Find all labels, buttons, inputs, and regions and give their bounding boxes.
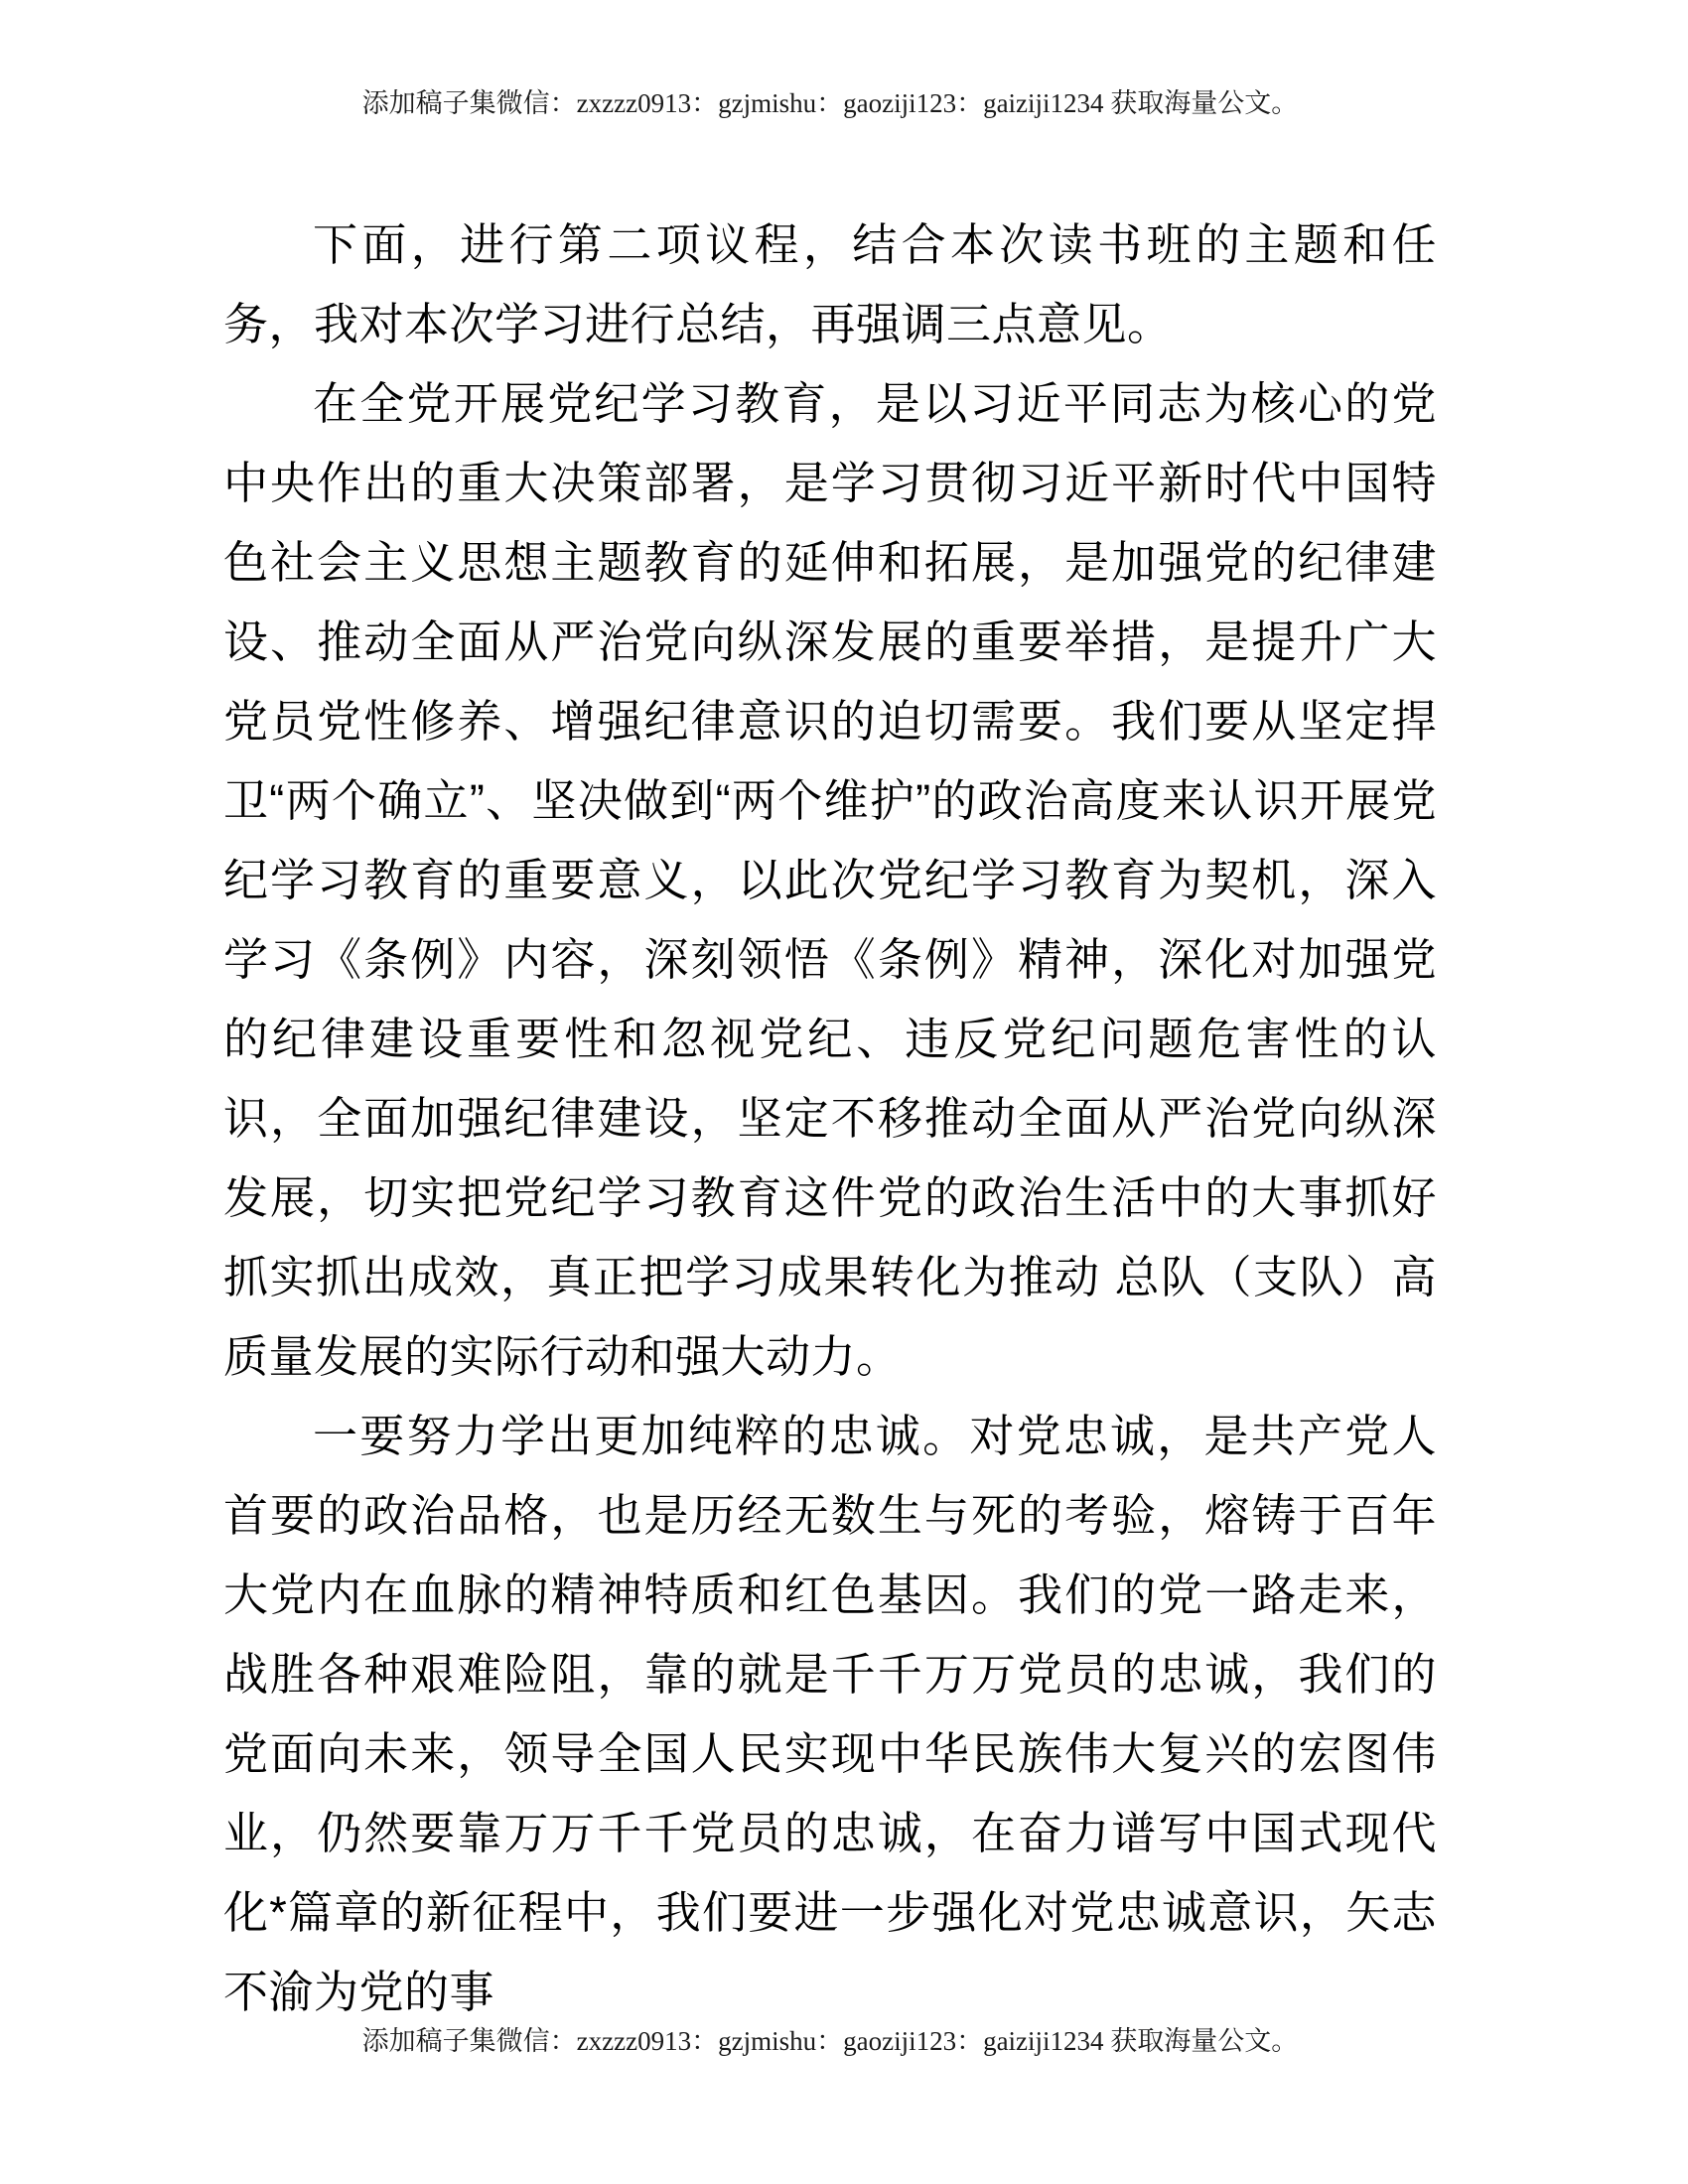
- paragraph-significance: 在全党开展党纪学习教育，是以习近平同志为核心的党中央作出的重大决策部署，是学习贯彻习近平新时代中国特色社会主义思想主题教育的延伸和拓展，是加强党的纪律建设、推动全面从严治党向纵深发展的重要举措，是提升广大党员党性修养、增强纪律意识的迫切需要。我们要从坚定捍卫“两个确立”、坚决做到“两个维护”的政治高度来认识开展党纪学习教育的重要意义，以此次党纪学习教育为契机，深入学习《条例》内容，深刻领悟《条例》精神，深化对加强党的纪律建设重要性和忽视党纪、违反党纪问题危害性的认识，全面加强纪律建设，坚定不移推动全面从严治党向纵深发展，切实把党纪学习教育这件党的政治生活中的大事抓好抓实抓出成效，真正把学习成果转化为推动 总队（支队）高质量发展的实际行动和强大动力。: [223, 378, 1437, 1382]
- paragraph-loyalty: 一要努力学出更加纯粹的忠诚。对党忠诚，是共产党人首要的政治品格，也是历经无数生与死的考验，熔铸于百年大党内在血脉的精神特质和红色基因。我们的党一路走来，战胜各种艰难险阻，靠的就是千千万万党员的忠诚，我们的党面向未来，领导全国人民实现中华民族伟大复兴的宏图伟业，仍然要靠万万千千党员的忠诚，在奋力谱写中国式现代化*篇章的新征程中，我们要进一步强化对党忠诚意识，矢志不渝为党的事: [223, 1411, 1437, 2017]
- document-body: [223, 205, 1437, 2032]
- header-watermark-note: 添加稿子集微信：zxzzz0913：gzjmishu：gaoziji123：gaiziji1234 获取海量公文。: [361, 88, 1299, 118]
- paragraph-intro: 下面，进行第二项议程，结合本次读书班的主题和任务，我对本次学习进行总结，再强调三点意见。: [223, 219, 1437, 349]
- footer-watermark-note: 添加稿子集微信：zxzzz0913：gzjmishu：gaoziji123：gaiziji1234 获取海量公文。: [361, 2026, 1299, 2056]
